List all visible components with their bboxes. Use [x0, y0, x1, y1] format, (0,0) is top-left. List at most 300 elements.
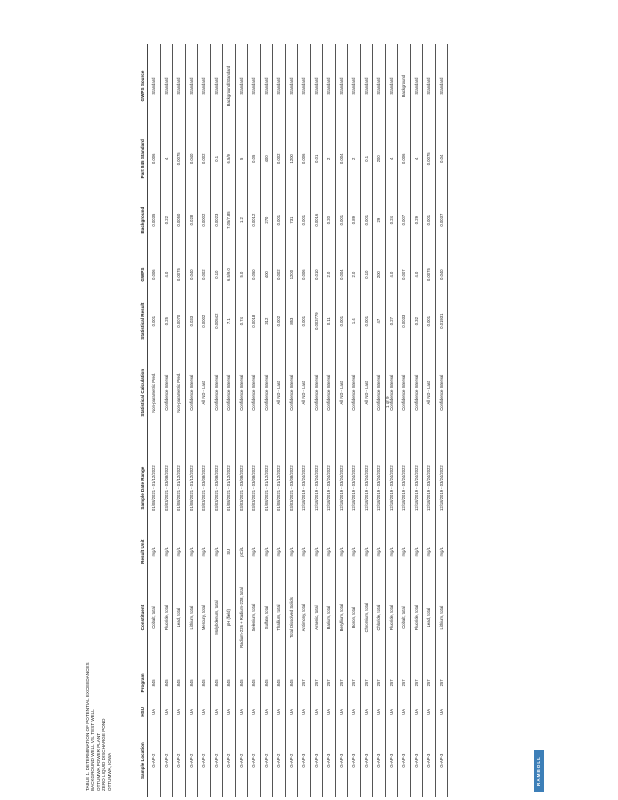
- table-row: [323, 44, 336, 797]
- table-cell: 4: [160, 128, 173, 189]
- table-cell: Standard: [260, 44, 273, 128]
- table-cell: Antimony, total: [298, 569, 311, 667]
- table-cell: Non-parametric Pred.: [173, 344, 186, 442]
- table-cell: UA: [385, 699, 398, 724]
- table-cell: Selenium, total: [248, 569, 261, 667]
- table-row: [198, 44, 211, 797]
- table-cell: 400: [260, 251, 273, 299]
- table-cell: 845: [160, 666, 173, 699]
- table-cell: UA: [435, 699, 448, 724]
- table-cell: 2.0: [323, 251, 336, 299]
- table-cell: G-AP-3: [398, 724, 411, 797]
- table-cell: G-AP-3: [385, 724, 398, 797]
- table-cell: 01/08/2021 - 01/12/2022: [223, 442, 236, 535]
- table-cell: mg/L: [198, 535, 211, 569]
- table-cell: pCi/L: [235, 535, 248, 569]
- page-number: 1 of 9: [385, 396, 390, 408]
- table-cell: UA: [285, 699, 298, 724]
- table-cell: 845: [223, 666, 236, 699]
- table-cell: 400: [260, 128, 273, 189]
- table-cell: 01/08/2021 - 01/12/2022: [148, 442, 161, 535]
- table-cell: 0.32: [410, 298, 423, 343]
- table-cell: mg/L: [310, 535, 323, 569]
- title-line: TABLE 1. DETERMINATION OF POTENTIAL EXCEEDANCES: [85, 662, 90, 791]
- table-cell: UA: [210, 699, 223, 724]
- table-cell: G-AP-3: [435, 724, 448, 797]
- table-cell: 845: [210, 666, 223, 699]
- table-cell: Confidence Interval: [310, 344, 323, 442]
- table-cell: 257: [373, 666, 386, 699]
- table-cell: 0.004: [335, 128, 348, 189]
- table-cell: 0.002: [198, 251, 211, 299]
- table-cell: Confidence Interval: [210, 344, 223, 442]
- table-cell: Standard: [335, 44, 348, 128]
- table-cell: UA: [223, 699, 236, 724]
- table-cell: 845: [260, 666, 273, 699]
- table-row: [273, 44, 286, 797]
- exceedance-table: [120, 44, 448, 797]
- table-cell: 0.002: [273, 251, 286, 299]
- table-cell: G-AP-3: [360, 724, 373, 797]
- table-cell: 257: [323, 666, 336, 699]
- table-cell: Sulfate, total: [260, 569, 273, 667]
- table-cell: Chromium, total: [360, 569, 373, 667]
- table-cell: 0.033: [185, 298, 198, 343]
- table-cell: UA: [423, 699, 436, 724]
- table-cell: 0.22: [160, 189, 173, 250]
- column-header: Statistical Result: [120, 298, 148, 343]
- table-cell: Chloride, total: [373, 569, 386, 667]
- table-cell: All ND - Last: [423, 344, 436, 442]
- table-cell: 03/03/2021 - 03/08/2022: [248, 442, 261, 535]
- table-cell: Confidence Interval: [435, 344, 448, 442]
- table-cell: Fluoride, total: [385, 569, 398, 667]
- table-cell: 845: [273, 666, 286, 699]
- table-cell: 0.05: [248, 128, 261, 189]
- ramboll-logo: RAMBOLL: [534, 750, 544, 792]
- table-cell: 4.0: [160, 251, 173, 299]
- table-cell: 01/08/2021 - 01/12/2022: [273, 442, 286, 535]
- table-row: [423, 44, 436, 797]
- table-cell: UA: [310, 699, 323, 724]
- table-row: [260, 44, 273, 797]
- table-cell: 0.0033: [398, 298, 411, 343]
- table-cell: 0.001: [360, 189, 373, 250]
- table-cell: 0.0002: [198, 189, 211, 250]
- table-row: [248, 44, 261, 797]
- table-cell: 12/18/2019 - 03/24/2022: [323, 442, 336, 535]
- table-cell: Standard: [298, 44, 311, 128]
- column-header: Program: [120, 666, 148, 699]
- table-cell: UA: [248, 699, 261, 724]
- table-cell: 12/18/2019 - 03/24/2022: [423, 442, 436, 535]
- table-header-row: [120, 44, 148, 797]
- table-cell: mg/L: [298, 535, 311, 569]
- table-cell: Mercury, total: [198, 569, 211, 667]
- table-cell: Molybdenum, total: [210, 569, 223, 667]
- table-cell: UA: [273, 699, 286, 724]
- table-cell: 2.0: [348, 251, 361, 299]
- title-line: OTTUMWA POWER PLANT: [95, 732, 101, 791]
- table-cell: mg/L: [398, 535, 411, 569]
- table-cell: 1.2: [235, 189, 248, 250]
- table-cell: Confidence Interval: [185, 344, 198, 442]
- table-cell: mg/L: [185, 535, 198, 569]
- table-row: [360, 44, 373, 797]
- table-cell: 0.0075: [423, 251, 436, 299]
- table-cell: Barium, total: [323, 569, 336, 667]
- table-cell: Standard: [210, 44, 223, 128]
- table-cell: 4.0: [410, 251, 423, 299]
- table-cell: 03/03/2021 - 03/08/2022: [198, 442, 211, 535]
- table-cell: Standard: [235, 44, 248, 128]
- table-cell: 257: [298, 666, 311, 699]
- table-cell: 845: [185, 666, 198, 699]
- table-cell: G-AP-3: [323, 724, 336, 797]
- table-cell: G-AP-3: [310, 724, 323, 797]
- table-cell: 257: [410, 666, 423, 699]
- table-cell: 0.006: [298, 251, 311, 299]
- table-cell: 12/18/2019 - 03/24/2022: [373, 442, 386, 535]
- table-cell: Cobalt, total: [148, 569, 161, 667]
- table-cell: 1200: [285, 128, 298, 189]
- table-cell: All ND - Last: [360, 344, 373, 442]
- table-cell: 2: [348, 128, 361, 189]
- table-cell: UA: [185, 699, 198, 724]
- table-cell: 257: [360, 666, 373, 699]
- table-cell: Standard: [360, 44, 373, 128]
- table-cell: 0.0018: [248, 298, 261, 343]
- table-cell: 0.007: [398, 251, 411, 299]
- table-row: [385, 44, 398, 797]
- table-cell: 257: [335, 666, 348, 699]
- table-cell: Standard: [435, 44, 448, 128]
- table-cell: Standard: [148, 44, 161, 128]
- table-cell: 0.0075: [423, 128, 436, 189]
- table-cell: 0.0075: [173, 251, 186, 299]
- table-cell: G-AP-2: [210, 724, 223, 797]
- table-cell: Cobalt, total: [398, 569, 411, 667]
- table-cell: All ND - Last: [335, 344, 348, 442]
- table-row: [310, 44, 323, 797]
- table-cell: 845: [148, 666, 161, 699]
- table-cell: 0.001: [360, 298, 373, 343]
- table-cell: Standard: [423, 44, 436, 128]
- table-cell: 845: [173, 666, 186, 699]
- table-row: [185, 44, 198, 797]
- table-cell: 2: [323, 128, 336, 189]
- title-line: OTTUMWA, IOWA: [106, 752, 112, 791]
- table-cell: G-AP-2: [148, 724, 161, 797]
- column-header: Sample Location: [120, 724, 148, 797]
- table-cell: 03/03/2021 - 03/08/2022: [285, 442, 298, 535]
- table-cell: UA: [410, 699, 423, 724]
- table-row: [148, 44, 161, 797]
- table-cell: 853: [285, 298, 298, 343]
- table-cell: 0.04: [435, 128, 448, 189]
- table-body: [148, 44, 448, 797]
- table-cell: Standard: [185, 44, 198, 128]
- table-cell: 0.010: [310, 251, 323, 299]
- table-cell: Background/Standard: [223, 44, 236, 128]
- table-cell: mg/L: [273, 535, 286, 569]
- title-line: BACKGROUND WELL VS. TEST WELL: [90, 709, 96, 791]
- table-cell: mg/L: [323, 535, 336, 569]
- table-cell: Confidence Interval: [410, 344, 423, 442]
- table-cell: G-AP-2: [198, 724, 211, 797]
- table-cell: G-AP-3: [373, 724, 386, 797]
- table-cell: Standard: [385, 44, 398, 128]
- table-cell: UA: [323, 699, 336, 724]
- table-cell: 257: [398, 666, 411, 699]
- table-cell: All ND - Last: [273, 344, 286, 442]
- table-cell: 0.001: [148, 298, 161, 343]
- table-cell: 1.4: [348, 298, 361, 343]
- column-header: HSU: [120, 699, 148, 724]
- table-cell: All ND - Last: [298, 344, 311, 442]
- table-cell: UA: [260, 699, 273, 724]
- table-cell: SU: [223, 535, 236, 569]
- table-cell: 257: [310, 666, 323, 699]
- column-header: Result Unit: [120, 535, 148, 569]
- table-cell: UA: [348, 699, 361, 724]
- table-cell: 12/18/2019 - 03/24/2022: [310, 442, 323, 535]
- table-cell: 731: [285, 189, 298, 250]
- table-cell: Standard: [173, 44, 186, 128]
- table-cell: 01/08/2021 - 01/12/2022: [185, 442, 198, 535]
- table-cell: 29: [373, 189, 386, 250]
- table-cell: 1200: [285, 251, 298, 299]
- column-header: GWPS Source: [120, 44, 148, 128]
- table-cell: Standard: [248, 44, 261, 128]
- table-cell: 0.0012: [248, 189, 261, 250]
- table-cell: Standard: [285, 44, 298, 128]
- table-cell: 257: [348, 666, 361, 699]
- table-row: [298, 44, 311, 797]
- table-title-block: [85, 662, 112, 791]
- table-cell: 0.001: [335, 189, 348, 250]
- table-cell: mg/L: [160, 535, 173, 569]
- table-cell: Confidence Interval: [260, 344, 273, 442]
- table-cell: 0.1: [210, 128, 223, 189]
- table-cell: Arsenic, total: [310, 569, 323, 667]
- table-cell: pH (field): [223, 569, 236, 667]
- table-cell: 0.001: [298, 189, 311, 250]
- table-cell: Confidence Interval: [248, 344, 261, 442]
- table-cell: 845: [285, 666, 298, 699]
- table-cell: 0.0050: [173, 189, 186, 250]
- table-cell: 0.10: [210, 251, 223, 299]
- table-cell: Lead, total: [173, 569, 186, 667]
- column-header: Part 845 Standard: [120, 128, 148, 189]
- table-cell: 5.0: [235, 251, 248, 299]
- table-cell: 0.0075: [173, 128, 186, 189]
- table-cell: 47: [373, 298, 386, 343]
- table-row: [435, 44, 448, 797]
- table-row: [373, 44, 386, 797]
- table-cell: 0.20: [323, 189, 336, 250]
- table-cell: 0.004: [335, 251, 348, 299]
- table-cell: 12/18/2019 - 03/24/2022: [298, 442, 311, 535]
- table-cell: 0.006: [398, 128, 411, 189]
- table-cell: Fluoride, total: [160, 569, 173, 667]
- table-cell: Standard: [323, 44, 336, 128]
- table-cell: 0.007: [398, 189, 411, 250]
- table-cell: 0.001: [298, 298, 311, 343]
- table-cell: Radium-226 + Radium-228, total: [235, 569, 248, 667]
- table-cell: G-AP-3: [410, 724, 423, 797]
- table-cell: G-AP-2: [160, 724, 173, 797]
- table-cell: 0.01931: [435, 298, 448, 343]
- table-cell: mg/L: [148, 535, 161, 569]
- table-cell: Standard: [160, 44, 173, 128]
- table-cell: 0.00542: [210, 298, 223, 343]
- table-cell: 0.006: [298, 128, 311, 189]
- table-cell: 0.25: [160, 298, 173, 343]
- table-cell: mg/L: [335, 535, 348, 569]
- table-cell: Standard: [198, 44, 211, 128]
- table-cell: UA: [235, 699, 248, 724]
- table-row: [410, 44, 423, 797]
- table-cell: 01/08/2021 - 01/12/2022: [173, 442, 186, 535]
- table-row: [160, 44, 173, 797]
- table-cell: 312: [260, 298, 273, 343]
- table-cell: Standard: [373, 44, 386, 128]
- table-cell: G-AP-2: [235, 724, 248, 797]
- table-cell: mg/L: [210, 535, 223, 569]
- table-cell: 4.0: [385, 251, 398, 299]
- table-cell: 257: [423, 666, 436, 699]
- table-cell: Confidence Interval: [285, 344, 298, 442]
- table-cell: 12/18/2019 - 03/24/2022: [385, 442, 398, 535]
- table-cell: G-AP-2: [223, 724, 236, 797]
- table-cell: mg/L: [348, 535, 361, 569]
- column-header: Sample Date Range: [120, 442, 148, 535]
- table-cell: 0.040: [185, 251, 198, 299]
- table-cell: 0.001: [335, 298, 348, 343]
- table-cell: G-AP-2: [273, 724, 286, 797]
- column-header: GWPS: [120, 251, 148, 299]
- table-cell: 0.006: [148, 251, 161, 299]
- table-cell: mg/L: [435, 535, 448, 569]
- table-cell: 0.11: [323, 298, 336, 343]
- table-cell: 12/18/2019 - 03/24/2022: [348, 442, 361, 535]
- table-row: [173, 44, 186, 797]
- table-cell: 01/08/2021 - 01/12/2022: [260, 442, 273, 535]
- table-cell: 0.001: [423, 189, 436, 250]
- table-cell: Background: [398, 44, 411, 128]
- table-cell: mg/L: [285, 535, 298, 569]
- table-cell: 6.5/9: [223, 128, 236, 189]
- table-cell: mg/L: [260, 535, 273, 569]
- table-cell: 0.001: [273, 189, 286, 250]
- table-cell: G-AP-3: [335, 724, 348, 797]
- table-cell: 0.040: [435, 251, 448, 299]
- table-cell: 12/18/2019 - 03/24/2022: [398, 442, 411, 535]
- table-cell: G-AP-3: [423, 724, 436, 797]
- table-cell: 7.1: [223, 298, 236, 343]
- table-cell: 845: [198, 666, 211, 699]
- table-cell: 4: [385, 128, 398, 189]
- table-cell: 0.29: [410, 189, 423, 250]
- table-cell: mg/L: [423, 535, 436, 569]
- table-cell: UA: [160, 699, 173, 724]
- table-cell: 03/03/2021 - 03/08/2022: [210, 442, 223, 535]
- table-cell: mg/L: [360, 535, 373, 569]
- table-cell: UA: [298, 699, 311, 724]
- table-cell: Confidence Interval: [348, 344, 361, 442]
- table-cell: 257: [385, 666, 398, 699]
- table-cell: 257: [435, 666, 448, 699]
- table-cell: 0.10: [360, 251, 373, 299]
- table-cell: 0.001: [423, 298, 436, 343]
- table-cell: 12/18/2019 - 03/24/2022: [435, 442, 448, 535]
- table-cell: 12/18/2019 - 03/24/2022: [410, 442, 423, 535]
- table-cell: mg/L: [173, 535, 186, 569]
- table-cell: Confidence Interval: [160, 344, 173, 442]
- table-cell: 0.1: [360, 128, 373, 189]
- table-cell: 845: [248, 666, 261, 699]
- table-cell: 845: [235, 666, 248, 699]
- table-cell: mg/L: [410, 535, 423, 569]
- table-cell: 6.5/9.0: [223, 251, 236, 299]
- table-cell: 0.050: [248, 251, 261, 299]
- title-line: ZERO LIQUID DISCHARGE POND: [101, 718, 107, 791]
- table-cell: UA: [173, 699, 186, 724]
- table-cell: Boron, total: [348, 569, 361, 667]
- table-cell: Confidence Interval: [373, 344, 386, 442]
- table-cell: 200: [373, 251, 386, 299]
- table-cell: UA: [148, 699, 161, 724]
- table-cell: Fluoride, total: [410, 569, 423, 667]
- table-cell: 0.0037: [435, 189, 448, 250]
- table-cell: Standard: [310, 44, 323, 128]
- table-cell: 0.028: [185, 189, 198, 250]
- table-cell: 0.01: [310, 128, 323, 189]
- table-cell: Total Dissolved Solids: [285, 569, 298, 667]
- table-cell: Confidence Interval: [385, 344, 398, 442]
- column-header: Background: [120, 189, 148, 250]
- table-cell: G-AP-2: [248, 724, 261, 797]
- column-header: Statistical Calculation: [120, 344, 148, 442]
- table-cell: 0.0016: [310, 189, 323, 250]
- table-row: [223, 44, 236, 797]
- table-cell: 0.002: [273, 128, 286, 189]
- table-cell: 0.24: [385, 189, 398, 250]
- table-cell: UA: [198, 699, 211, 724]
- table-cell: 03/03/2021 - 03/08/2022: [160, 442, 173, 535]
- table-cell: 0.89: [348, 189, 361, 250]
- table-cell: G-AP-3: [298, 724, 311, 797]
- table-cell: mg/L: [248, 535, 261, 569]
- table-cell: 5: [235, 128, 248, 189]
- table-cell: Non-parametric Pred.: [148, 344, 161, 442]
- table-row: [335, 44, 348, 797]
- table-row: [348, 44, 361, 797]
- table-cell: G-AP-2: [185, 724, 198, 797]
- table-cell: G-AP-3: [348, 724, 361, 797]
- table-cell: Lithium, total: [435, 569, 448, 667]
- table-cell: G-AP-2: [260, 724, 273, 797]
- table-cell: Lead, total: [423, 569, 436, 667]
- table-cell: Confidence Interval: [223, 344, 236, 442]
- table-cell: 0.0035: [148, 189, 161, 250]
- table-cell: 0.0070: [173, 298, 186, 343]
- table-cell: G-AP-2: [173, 724, 186, 797]
- table-cell: Confidence Interval: [235, 344, 248, 442]
- table-cell: UA: [360, 699, 373, 724]
- table-cell: Confidence Interval: [323, 344, 336, 442]
